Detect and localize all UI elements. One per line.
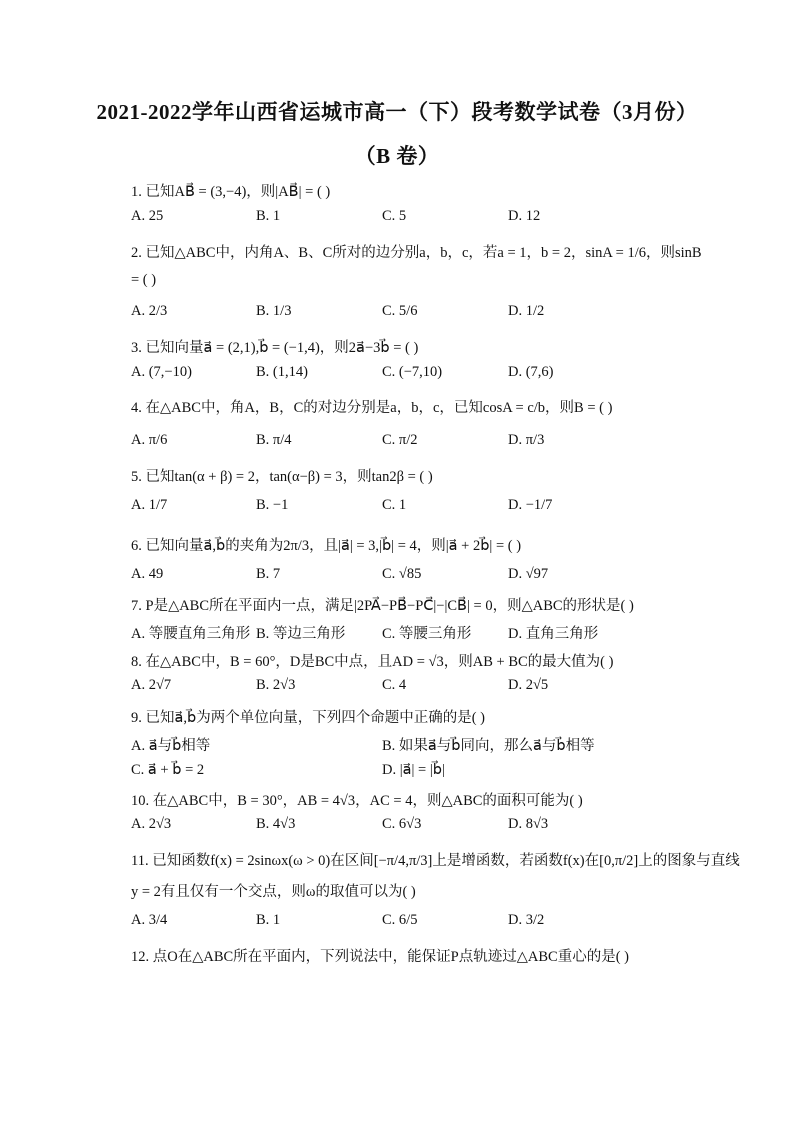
question-6-stem: 6. 已知向量a⃗,b⃗的夹角为2π/3，且|a⃗| = 3,|b⃗| = 4，则|a⃗ + 2b⃗| = ( ) xyxy=(131,538,522,554)
question-11-option-d: D. 3/2 xyxy=(508,912,545,928)
question-11-stem: 11. 已知函数f(x) = 2sinωx(ω > 0)在区间[−π/4,π/3]上是增函数，若函数f(x)在[0,π/2]上的图象与直线 xyxy=(131,853,740,869)
question-1-option-c: C. 5 xyxy=(382,208,407,224)
question-5-option-c: C. 1 xyxy=(382,497,407,513)
question-3-option-b: B. (1,14) xyxy=(256,364,308,380)
question-4-option-c: C. π/2 xyxy=(382,432,418,448)
question-6-option-a: A. 49 xyxy=(131,566,164,582)
question-10-option-a: A. 2√3 xyxy=(131,816,172,832)
question-2-option-b: B. 1/3 xyxy=(256,303,292,319)
question-11-option-b: B. 1 xyxy=(256,912,281,928)
question-2-stem-cont: = ( ) xyxy=(131,272,157,288)
question-7-option-a: A. 等腰直角三角形 xyxy=(131,626,251,642)
question-6-option-b: B. 7 xyxy=(256,566,281,582)
question-5-option-d: D. −1/7 xyxy=(508,497,553,513)
question-9-option-a: A. a⃗与b⃗相等 xyxy=(131,738,211,754)
question-9-stem: 9. 已知a⃗,b⃗为两个单位向量，下列四个命题中正确的是( ) xyxy=(131,710,485,726)
question-2-stem: 2. 已知△ABC中，内角A、B、C所对的边分别a，b，c，若a = 1，b = 2，sinA = 1/6，则sinB xyxy=(131,245,702,261)
question-10-stem: 10. 在△ABC中，B = 30°，AB = 4√3，AC = 4，则△ABC的面积可能为( ) xyxy=(131,793,583,809)
question-1-stem: 1. 已知AB⃗ = (3,−4)，则|AB⃗| = ( ) xyxy=(131,184,331,200)
question-9-option-c: C. a⃗ + b⃗ = 2 xyxy=(131,762,205,778)
question-11-stem-cont: y = 2有且仅有一个交点，则ω的取值可以为( ) xyxy=(131,884,416,900)
question-7-option-d: D. 直角三角形 xyxy=(508,626,599,642)
question-3-option-d: D. (7,6) xyxy=(508,364,554,380)
question-1-option-d: D. 12 xyxy=(508,208,541,224)
question-9-option-b: B. 如果a⃗与b⃗同向，那么a⃗与b⃗相等 xyxy=(382,738,595,754)
question-8-option-a: A. 2√7 xyxy=(131,677,172,693)
question-1-option-a: A. 25 xyxy=(131,208,164,224)
question-12-stem: 12. 点O在△ABC所在平面内，下列说法中，能保证P点轨迹过△ABC重心的是( ) xyxy=(131,949,629,965)
question-5-stem: 5. 已知tan(α + β) = 2，tan(α−β) = 3，则tan2β = ( ) xyxy=(131,469,433,485)
question-4-stem: 4. 在△ABC中，角A，B，C的对边分别是a，b，c，已知cosA = c/b，则B = ( ) xyxy=(131,400,613,416)
question-4-option-d: D. π/3 xyxy=(508,432,545,448)
question-3-stem: 3. 已知向量a⃗ = (2,1),b⃗ = (−1,4)，则2a⃗−3b⃗ = ( ) xyxy=(131,340,419,356)
question-8-option-b: B. 2√3 xyxy=(256,677,296,693)
question-7-stem: 7. P是△ABC所在平面内一点，满足|2PA⃗−PB⃗−PC⃗|−|CB⃗| = 0，则△ABC的形状是( ) xyxy=(131,598,634,614)
question-8-option-d: D. 2√5 xyxy=(508,677,549,693)
question-10-option-c: C. 6√3 xyxy=(382,816,422,832)
question-11-option-a: A. 3/4 xyxy=(131,912,168,928)
question-1-option-b: B. 1 xyxy=(256,208,281,224)
question-2-option-d: D. 1/2 xyxy=(508,303,545,319)
question-3-option-a: A. (7,−10) xyxy=(131,364,192,380)
exam-title: 2021-2022学年山西省运城市高一（下）段考数学试卷（3月份） xyxy=(96,100,698,124)
question-5-option-a: A. 1/7 xyxy=(131,497,168,513)
question-6-option-d: D. √97 xyxy=(508,566,549,582)
question-4-option-a: A. π/6 xyxy=(131,432,168,448)
question-2-option-c: C. 5/6 xyxy=(382,303,418,319)
question-11-option-c: C. 6/5 xyxy=(382,912,418,928)
question-4-option-b: B. π/4 xyxy=(256,432,292,448)
question-8-stem: 8. 在△ABC中，B = 60°，D是BC中点，且AD = √3，则AB + BC的最大值为( ) xyxy=(131,654,614,670)
question-8-option-c: C. 4 xyxy=(382,677,407,693)
exam-subtitle: （B 卷） xyxy=(354,144,440,168)
question-5-option-b: B. −1 xyxy=(256,497,289,513)
question-2-option-a: A. 2/3 xyxy=(131,303,168,319)
question-6-option-c: C. √85 xyxy=(382,566,422,582)
question-7-option-b: B. 等边三角形 xyxy=(256,626,346,642)
question-3-option-c: C. (−7,10) xyxy=(382,364,443,380)
question-10-option-b: B. 4√3 xyxy=(256,816,296,832)
question-7-option-c: C. 等腰三角形 xyxy=(382,626,472,642)
question-10-option-d: D. 8√3 xyxy=(508,816,549,832)
question-9-option-d: D. |a⃗| = |b⃗| xyxy=(382,762,445,778)
